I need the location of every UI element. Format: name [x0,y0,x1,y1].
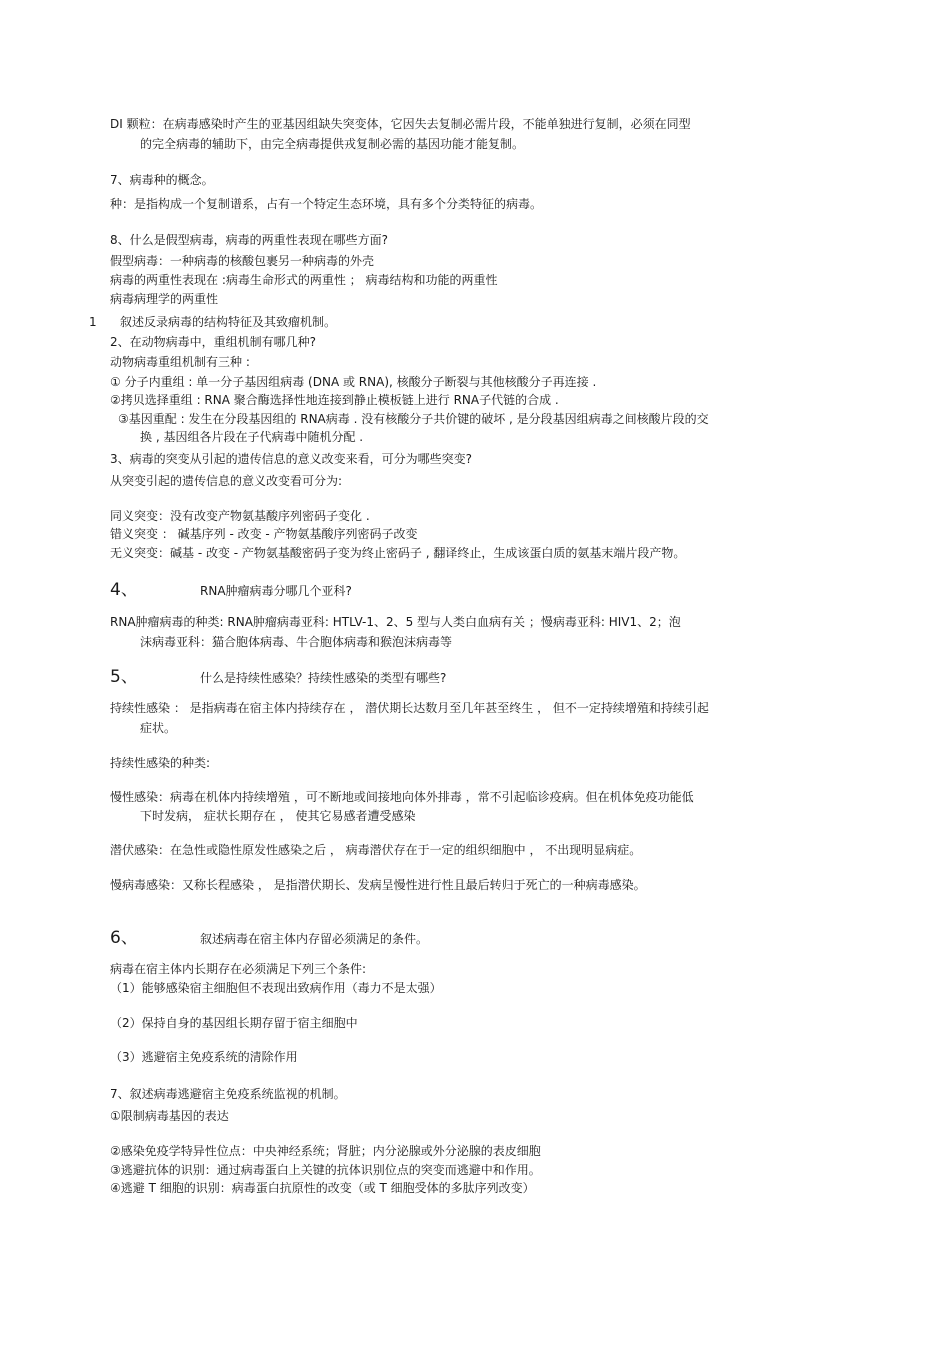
q3-synonymous: 同义突变：没有改变产物氨基酸序列密码子变化 . [110,509,370,523]
q7b-mechanism-4: ④逃避 T 细胞的识别：病毒蛋白抗原性的改变（或 T 细胞受体的多肽序列改变） [110,1181,535,1195]
q5-title: 什么是持续性感染？持续性感染的类型有哪些? [200,671,447,685]
q2-mechanism-2: ②拷贝选择重组 : RNA 聚合酶选择性地连接到静止模板链上进行 RNA子代链的合成 . [110,393,559,407]
q1-text: 叙述反录病毒的结构特征及其致瘤机制。 [120,315,337,329]
q7a-answer: 种：是指构成一个复制谱系，占有一个特定生态环境，具有多个分类特征的病毒。 [110,197,543,211]
q8-title: 8、什么是假型病毒，病毒的两重性表现在哪些方面? [110,233,389,247]
q8-answer-2: 病毒的两重性表现在 :病毒生命形式的两重性 ； 病毒结构和功能的两重性 [110,273,498,287]
q5-definition: 持续性感染 ： 是指病毒在宿主体内持续存在 ， 潜伏期长达数月至几年甚至终生 ， 但不一定持续增殖和持续引起 [110,701,709,715]
q4-answer-2: 沫病毒亚科：猫合胞体病毒、牛合胞体病毒和猴泡沫病毒等 [140,635,453,649]
q2-mechanism-3-cont: 换 , 基因组各片段在子代病毒中随机分配 . [140,430,364,444]
q4-title: RNA肿瘤病毒分哪几个亚科? [200,584,352,598]
q6-condition-1: （1）能够感染宿主细胞但不表现出致病作用（毒力不是太强） [110,981,442,995]
q1-number: 1 [89,315,97,329]
q5-number: 5、 [110,667,138,687]
q3-title: 3、病毒的突变从引起的遗传信息的意义改变来看，可分为哪些突变? [110,452,473,466]
q6-title: 叙述病毒在宿主体内存留必须满足的条件。 [200,932,429,946]
q2-title: 2、在动物病毒中，重组机制有哪几种? [110,335,317,349]
di-line-1: DI 颗粒：在病毒感染时产生的亚基因组缺失突变体，它因失去复制必需片段，不能单独进行复制，必须在同型 [110,117,691,131]
q4-answer-1: RNA肿瘤病毒的种类: RNA肿瘤病毒亚科: HTLV-1、2、5 型与人类白血病有关 ；慢病毒亚科: HIV1、2；泡 [110,615,681,629]
q3-intro: 从突变引起的遗传信息的意义改变看可分为: [110,474,343,488]
q5-chronic: 慢性感染：病毒在机体内持续增殖 ，可不断地或间接地向体外排毒 ，常不引起临诊疫病。但在机体免疫功能低 [110,790,694,804]
di-line-2: 的完全病毒的辅助下，由完全病毒提供戎复制必需的基因功能才能复制。 [140,137,525,151]
q7b-mechanism-2: ②感染免疫学特异性位点：中央神经系统；肾脏；内分泌腺或外分泌腺的表皮细胞 [110,1144,541,1158]
q2-intro: 动物病毒重组机制有三种 : [110,355,250,369]
q2-mechanism-1: ① 分子内重组 : 单一分子基因组病毒 (DNA 或 RNA), 核酸分子断裂与其他核酸分子再连接 . [110,375,597,389]
q5-types: 持续性感染的种类: [110,756,211,770]
q2-mechanism-3: ③基因重配 : 发生在分段基因组的 RNA病毒 . 没有核酸分子共价键的破坏 , 是分段基因组病毒之间核酸片段的交 [118,412,709,426]
q7b-mechanism-1: ①限制病毒基因的表达 [110,1109,229,1123]
q5-definition-cont: 症状。 [140,721,177,735]
q6-condition-3: （3）逃避宿主免疫系统的清除作用 [110,1050,298,1064]
q8-answer-1: 假型病毒：一种病毒的核酸包裹另一种病毒的外壳 [110,254,375,268]
q7b-mechanism-3: ③逃避抗体的识别：通过病毒蛋白上关键的抗体识别位点的突变而逃避中和作用。 [110,1163,541,1177]
q3-missense: 错义突变 ： 碱基序列 - 改变 - 产物氨基酸序列密码子改变 [110,527,418,541]
q3-nonsense: 无义突变：碱基 - 改变 - 产物氨基酸密码子变为终止密码子 , 翻译终止，生成该蛋白质的氨基末端片段产物。 [110,546,686,560]
q5-chronic-cont: 下时发病， 症状长期存在 ， 使其它易感者遭受感染 [140,809,416,823]
q7b-title: 7、叙述病毒逃避宿主免疫系统监视的机制。 [110,1087,346,1101]
q6-intro: 病毒在宿主体内长期存在必须满足下列三个条件: [110,962,367,976]
q6-number: 6、 [110,928,138,948]
q7a-title: 7、病毒种的概念。 [110,173,214,187]
q6-condition-2: （2）保持自身的基因组长期存留于宿主细胞中 [110,1016,358,1030]
q8-answer-3: 病毒病理学的两重性 [110,292,219,306]
q4-number: 4、 [110,580,138,600]
q5-slow: 慢病毒感染：又称长程感染 ， 是指潜伏期长、发病呈慢性进行性且最后转归于死亡的一种病毒感染。 [110,878,646,892]
q5-latent: 潜伏感染：在急性或隐性原发性感染之后 ， 病毒潜伏存在于一定的组织细胞中 ， 不出现明显病症。 [110,843,642,857]
